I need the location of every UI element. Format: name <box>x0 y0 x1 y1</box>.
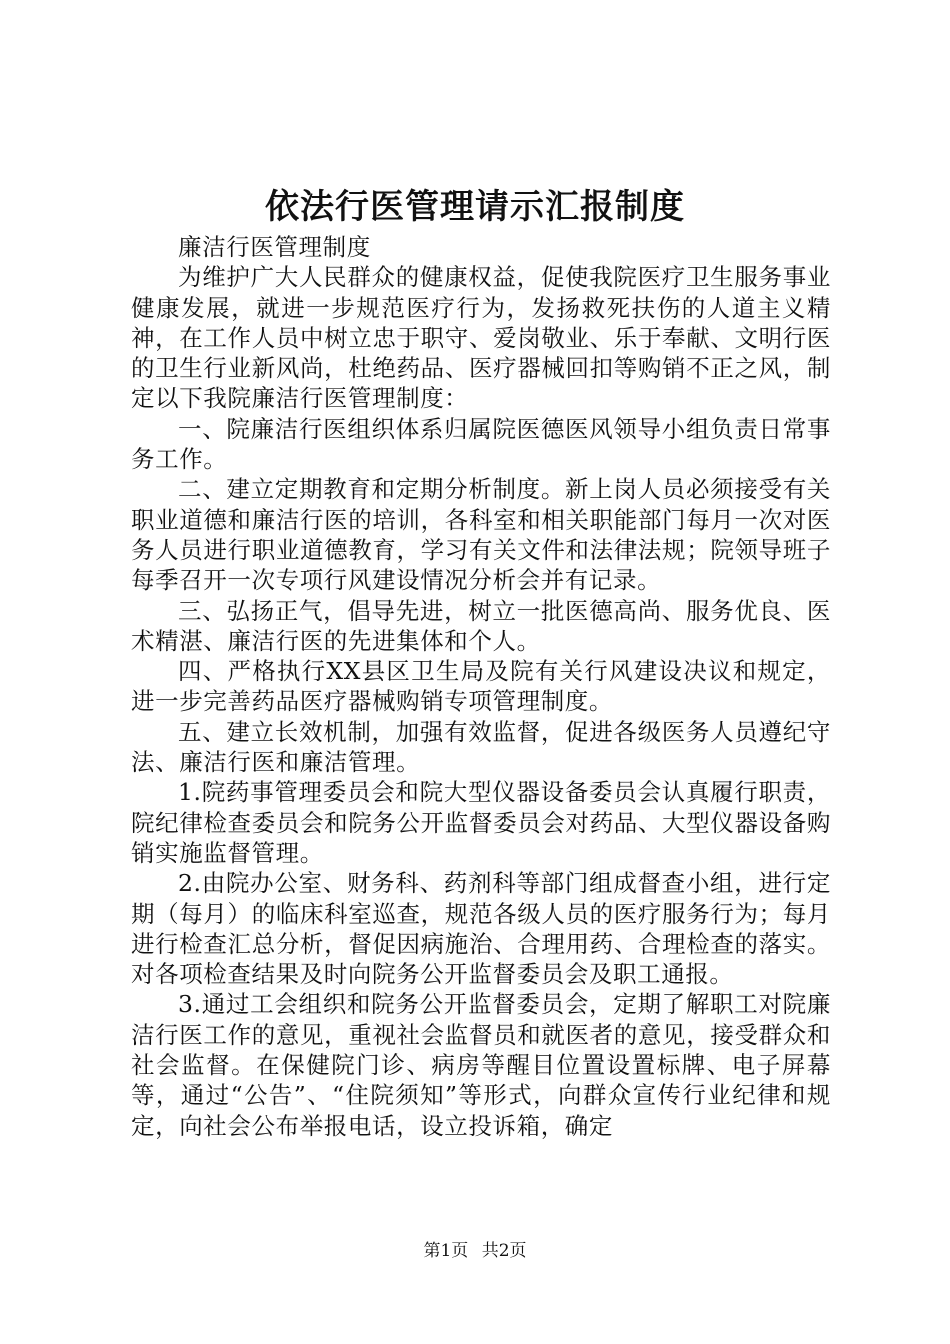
paragraph-intro: 为维护广大人民群众的健康权益，促使我院医疗卫生服务事业健康发展，就进一步规范医疗行为，发扬救死扶伤的人道主义精神，在工作人员中树立忠于职守、爱岗敬业、乐于奉献、文明行医的卫生行业新风尚，杜绝药品、医疗器械回扣等购销不正之风，制定以下我院廉洁行医管理制度： <box>131 263 831 413</box>
paragraph-sub-1: 1.院药事管理委员会和院大型仪器设备委员会认真履行职责，院纪律检查委员会和院务公开监督委员会对药品、大型仪器设备购销实施监督管理。 <box>131 778 831 867</box>
paragraph-item-4: 四、严格执行XX县区卫生局及院有关行风建设决议和规定，进一步完善药品医疗器械购销专项管理制度。 <box>131 657 831 716</box>
paragraph-item-5: 五、建立长效机制，加强有效监督，促进各级医务人员遵纪守法、廉洁行医和廉洁管理。 <box>131 717 831 777</box>
page-footer <box>0 1240 950 1262</box>
page-number: 第1页 <box>423 1241 469 1261</box>
paragraph-subtitle: 廉洁行医管理制度 <box>178 233 371 261</box>
paragraph-item-3: 三、弘扬正气，倡导先进，树立一批医德高尚、服务优良、医术精湛、廉洁行医的先进集体和个人。 <box>131 596 831 655</box>
paragraph-item-1: 一、院廉洁行医组织体系归属院医德医风领导小组负责日常事务工作。 <box>131 414 831 474</box>
paragraph-sub-3: 3.通过工会组织和院务公开监督委员会，定期了解职工对院廉洁行医工作的意见，重视社会监督员和就医者的意见，接受群众和社会监督。在保健院门诊、病房等醒目位置设置标牌、电子屏幕等，通过“公告”、“住院须知”等形式，向群众宣传行业纪律和规定，向社会公布举报电话，设立投诉箱，确定 <box>131 990 831 1140</box>
paragraph-item-2: 二、建立定期教育和定期分析制度。新上岗人员必须接受有关职业道德和廉洁行医的培训，各科室和相关职能部门每月一次对医务人员进行职业道德教育，学习有关文件和法律法规；院领导班子每季召开一次专项行风建设情况分析会并有记录。 <box>131 475 831 595</box>
document-body <box>131 232 831 1141</box>
paragraph-sub-2: 2.由院办公室、财务科、药剂科等部门组成督查小组，进行定期（每月）的临床科室巡查，规范各级人员的医疗服务行为；每月进行检查汇总分析，督促因病施治、合理用药、合理检查的落实。对各项检查结果及时向院务公开监督委员会及职工通报。 <box>131 869 831 989</box>
document-title: 依法行医管理请示汇报制度 <box>265 187 685 227</box>
page-total: 共2页 <box>481 1241 527 1261</box>
